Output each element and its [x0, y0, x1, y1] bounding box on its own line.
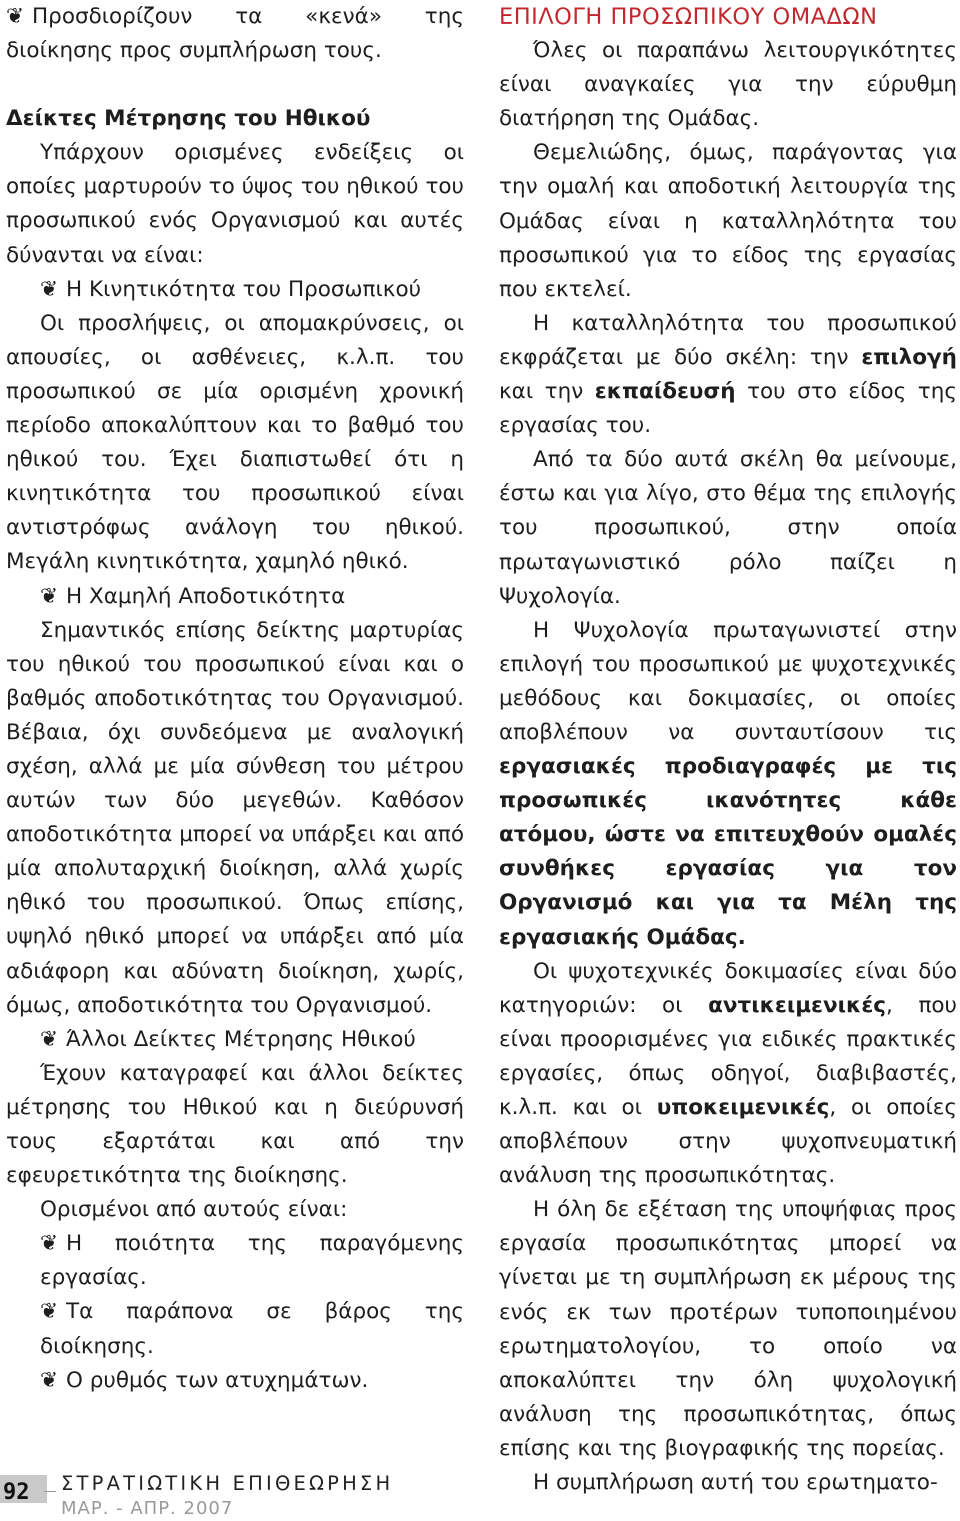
paragraph: ❦ Προσδιορίζουν τα «κενά» της διοίκησης προς συμπλήρωση τους. [6, 0, 464, 68]
paragraph: Η όλη δε εξέταση της υποψήφιας προς εργασία προσωπικότητας μπορεί να γίνεται με τη συμπλήρωση εκ μέρους της ενός εκ των προτέρων τυποποιημένου ερωτηματολογίου, το οποίο να αποκαλύπτει την όλη ψυχολογική ανάλυση της προσωπικότητας, όπως επίσης και της βιογραφικής της πορείας. [499, 1197, 957, 1461]
bullet-item: ❦ Άλλοι Δείκτες Μέτρησης Ηθικού [6, 1023, 464, 1057]
page-number: 92 [0, 1475, 47, 1503]
section-heading: ΕΠΙΛΟΓΗ ΠΡΟΣΩΠΙΚΟΥ ΟΜΑΔΩΝ [499, 4, 878, 30]
issue-date: ΜΑΡ. - ΑΠΡ. 2007 [61, 1498, 234, 1519]
journal-title: ΣΤΡΑΤΙΩΤΙΚΗ ΕΠΙΘΕΩΡΗΣΗ [61, 1472, 394, 1495]
floral-heart-bullet-icon: ❦ [40, 1367, 59, 1393]
paragraph: Η Ψυχολογία πρωταγωνιστεί στην επιλογή του προσωπικού με ψυχοτεχνικές μεθόδους και δοκιμασίες, οι οποίες αποβλέπουν να συνταυτίσουν τις εργασιακές προδιαγραφές με τις προσωπικές ικανότητες κάθε ατόμου, ώστε να επιτευχθούν ομαλές συνθήκες εργασίας για τον Οργανισμό και για τα Μέλη της εργασιακής Ομάδας. [499, 617, 957, 950]
paragraph: Οι ψυχοτεχνικές δοκιμασίες είναι δύο κατηγοριών: οι αντικειμενικές, που είναι προορισμένες για ειδικές πρακτικές εργασίες, όπως οδηγοί, διαβιβαστές, κ.λ.π. και οι υποκειμενικές, οι οποίες αποβλέπουν στην ψυχοπνευματική ανάλυση της προσωπικότητας. [499, 958, 957, 1189]
floral-heart-bullet-icon: ❦ [40, 1231, 59, 1257]
bullet-item: ❦ Ο ρυθμός των ατυχημάτων. [6, 1364, 464, 1398]
right-column [499, 0, 957, 1500]
left-column [6, 0, 464, 1398]
spacer [6, 68, 464, 102]
bullet-item: ❦ Η ποιότητα της παραγόμενης εργασίας. [6, 1227, 464, 1295]
paragraph: Ορισμένοι από αυτούς είναι: [40, 1197, 348, 1223]
paragraph: Όλες οι παραπάνω λειτουργικότητες είναι αναγκαίες για την εύρυθμη διατήρηση της Ομάδας. [499, 38, 957, 132]
page-footer [0, 1468, 960, 1521]
paragraph: Από τα δύο αυτά σκέλη θα μείνουμε, έστω και για λίγο, στο θέμα της επιλογής του προσωπικού, στην οποία πρωταγωνιστικό ρόλο παίζει η Ψυχολογία. [499, 447, 957, 609]
section-heading: Δείκτες Μέτρησης του Ηθικού [6, 106, 371, 132]
paragraph: Οι προσλήψεις, οι απομακρύνσεις, οι απουσίες, οι ασθένειες, κ.λ.π. του προσωπικού σε μία ορισμένη χρονική περίοδο αποκαλύπτουν και το βαθμό του ηθικού του. Έχει διαπιστωθεί ότι η κινητικότητα του προσωπικού είναι αντιστρόφως ανάλογη του ηθικού. Μεγάλη κινητικότητα, χαμηλό ηθικό. [6, 310, 464, 575]
paragraph: Έχουν καταγραφεί και άλλοι δείκτες μέτρησης του Ηθικού και η διεύρυνσή τους εξαρτάται και από την εφευρετικότητα της διοίκησης. [6, 1060, 464, 1189]
floral-heart-bullet-icon: ❦ [40, 276, 59, 302]
paragraph: Η καταλληλότητα του προσωπικού εκφράζεται με δύο σκέλη: την επιλογή και την εκπαίδευσή του στο είδος της εργασίας του. [499, 310, 957, 439]
paragraph: Θεμελιώδης, όμως, παράγοντας για την ομαλή και αποδοτική λειτουργία της Ομάδας είναι η καταλληλότητα του προσωπικού για το είδος της εργασίας που εκτελεί. [499, 140, 957, 302]
floral-heart-bullet-icon: ❦ [40, 1299, 59, 1325]
floral-heart-bullet-icon: ❦ [40, 1026, 59, 1052]
bullet-item: ❦ Η Κινητικότητα του Προσωπικού [6, 273, 464, 307]
bullet-item: ❦ Τα παράπονα σε βάρος της διοίκησης. [6, 1295, 464, 1363]
paragraph: Υπάρχουν ορισμένες ενδείξεις οι οποίες μαρτυρούν το ύψος του ηθικού του προσωπικού ενός Οργανισμού και αυτές δύνανται να είναι: [6, 140, 464, 268]
paragraph: Σημαντικός επίσης δείκτης μαρτυρίας του ηθικού του προσωπικού είναι και ο βαθμός αποδοτικότητας του Οργανισμού. Βέβαια, όχι συνδεόμενα με αναλογική σχέση, αλλά με μία σύνθεση του μέτρου αυτών των δύο μεγεθών. Καθόσον αποδοτικότητα μπορεί να υπάρξει και από μία απολυταρχική διοίκηση, αλλά χωρίς ηθικό του προσωπικού. Όπως επίσης, υψηλό ηθικό μπορεί να υπάρξει από μία αδιάφορη και αδύνατη διοίκηση, χωρίς, όμως, αποδοτικότητα του Οργανισμού. [6, 617, 464, 1018]
floral-heart-bullet-icon: ❦ [40, 583, 59, 609]
paragraph: Η συμπλήρωση αυτή του ερωτηματο- [533, 1470, 938, 1496]
footer-divider [44, 1491, 56, 1492]
floral-heart-bullet-icon: ❦ [6, 4, 25, 29]
bullet-item: ❦ Η Χαμηλή Αποδοτικότητα [6, 580, 464, 614]
